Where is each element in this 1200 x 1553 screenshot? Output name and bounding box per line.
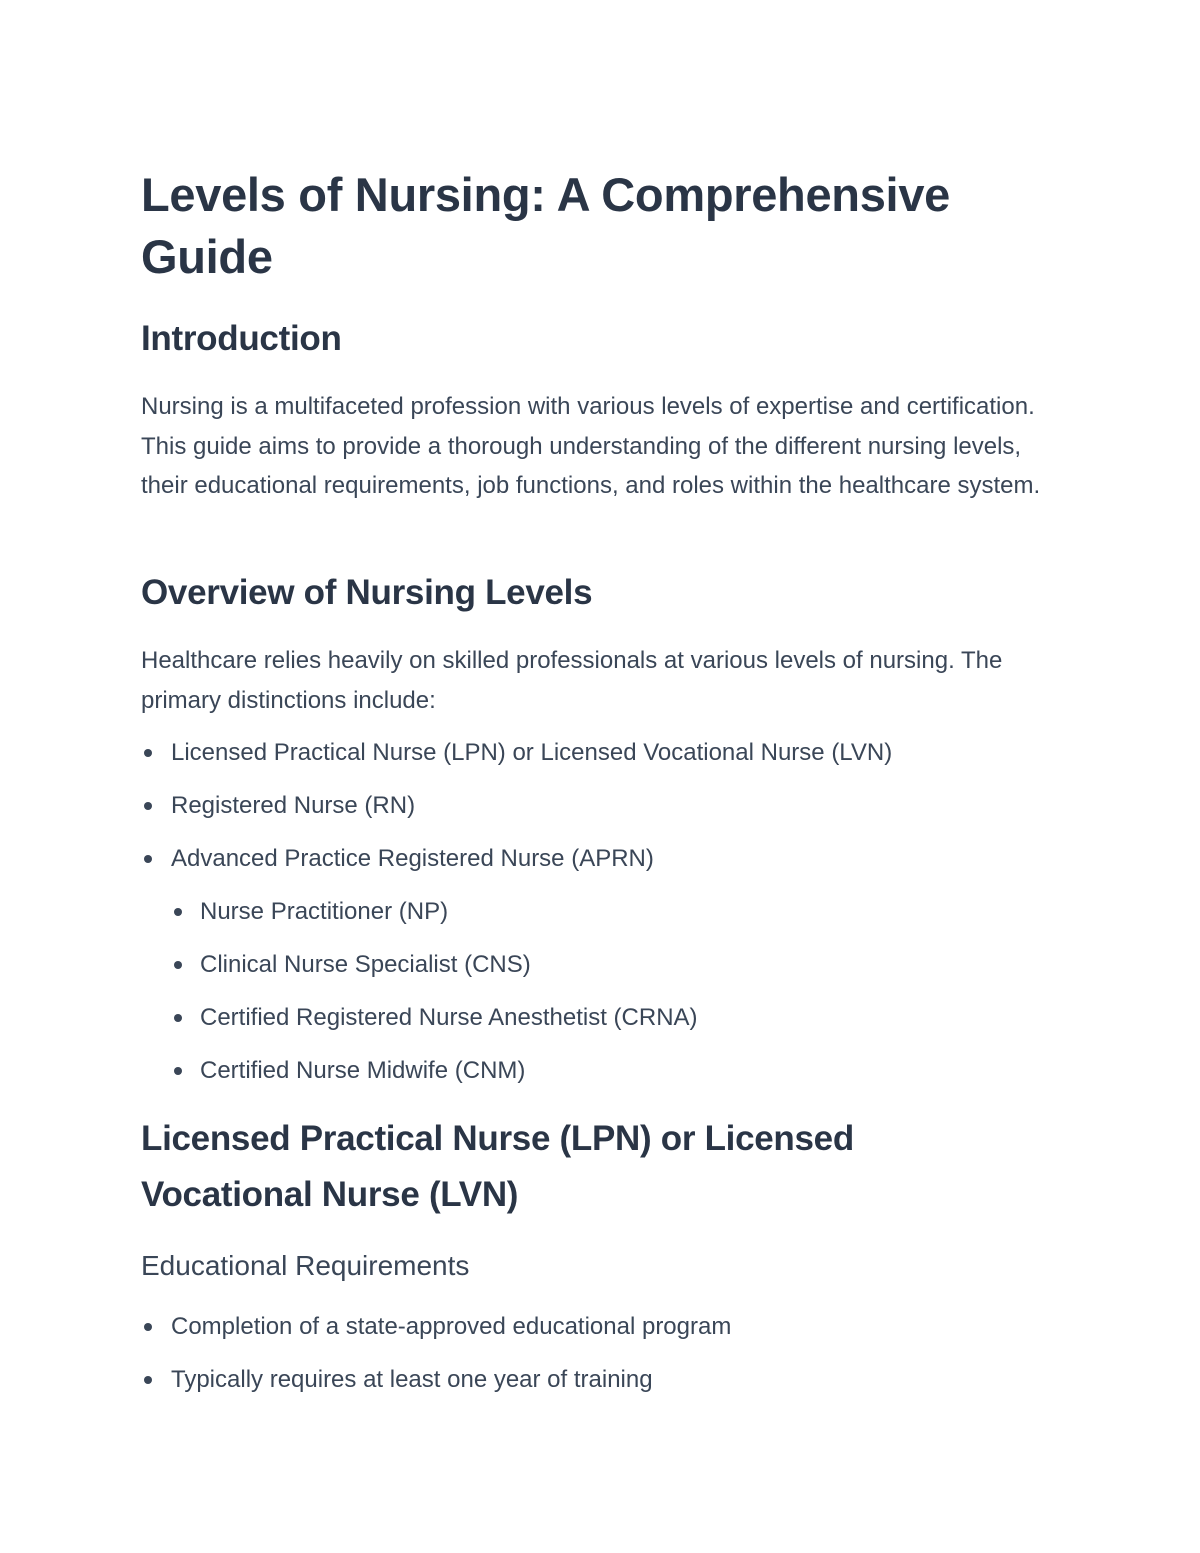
introduction-paragraph: Nursing is a multifaceted profession with various levels of expertise and certification. This guide aims to provide a thorough understanding of the different nursing levels, their educational requirements, job functions, and roles within the healthcare system.	[141, 393, 1041, 499]
bullet-icon	[144, 1323, 152, 1331]
list-item: Advanced Practice Registered Nurse (APRN)	[171, 845, 654, 872]
introduction-heading: Introduction	[141, 319, 342, 358]
overview-paragraph: Healthcare relies heavily on skilled professionals at various levels of nursing. The primary distinctions include:	[141, 647, 1003, 714]
lpn-heading: Licensed Practical Nurse (LPN) or Licensed Vocational Nurse (LVN)	[141, 1119, 854, 1214]
bullet-icon	[174, 1014, 182, 1022]
overview-heading: Overview of Nursing Levels	[141, 573, 593, 612]
list-item: Completion of a state-approved educational program	[171, 1313, 732, 1340]
bullet-icon	[174, 1067, 182, 1075]
bullet-icon	[144, 1376, 152, 1384]
educational-requirements-heading: Educational Requirements	[141, 1250, 470, 1281]
bullet-icon	[144, 749, 152, 757]
bullet-icon	[174, 961, 182, 969]
list-item: Licensed Practical Nurse (LPN) or Licensed Vocational Nurse (LVN)	[171, 739, 893, 766]
document-title: Levels of Nursing: A Comprehensive Guide	[141, 168, 950, 283]
sublist-item: Clinical Nurse Specialist (CNS)	[200, 951, 531, 978]
sublist-item: Nurse Practitioner (NP)	[200, 898, 449, 925]
sublist-item: Certified Registered Nurse Anesthetist (CRNA)	[200, 1004, 698, 1031]
bullet-icon	[144, 802, 152, 810]
bullet-icon	[174, 908, 182, 916]
bullet-icon	[144, 855, 152, 863]
list-item: Typically requires at least one year of training	[171, 1366, 653, 1393]
list-item: Registered Nurse (RN)	[171, 792, 416, 819]
sublist-item: Certified Nurse Midwife (CNM)	[200, 1057, 526, 1084]
